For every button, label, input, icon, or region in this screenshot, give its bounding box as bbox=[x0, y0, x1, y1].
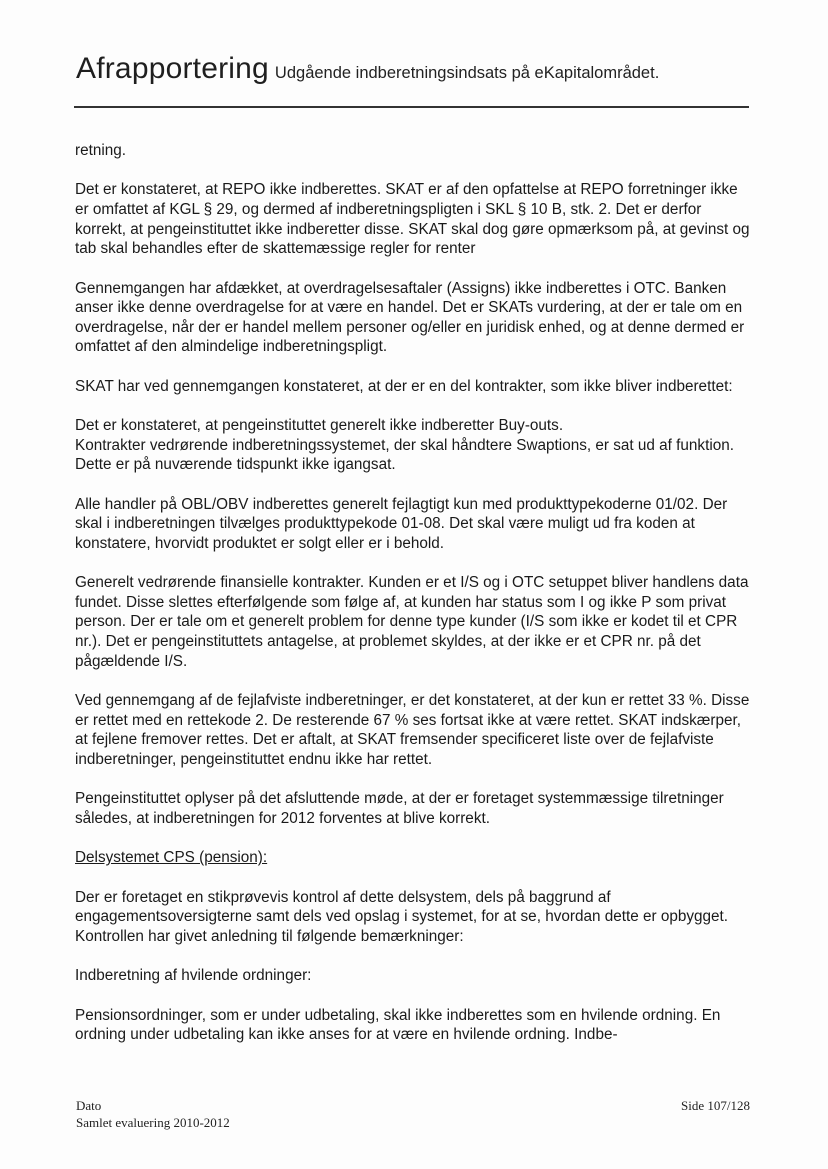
paragraph: Gennemgangen har afdækket, at overdragelsesaftaler (Assigns) ikke indberettes i OTC. Banken anser ikke denne overdragelse for at være en handel. Det er SKATs vurdering, at der er tale om en overdragelse, når der er handel mellem personer og/eller en juridisk enhed, og at denne dermed er omfattet af den almindelige indberetningspligt. bbox=[75, 279, 745, 356]
paragraph: retning. bbox=[75, 142, 127, 159]
page-footer-left bbox=[76, 1097, 230, 1131]
page-number: Side 107/128 bbox=[681, 1098, 750, 1113]
paragraph: SKAT har ved gennemgangen konstateret, at der er en del kontrakter, som ikke bliver indberettet: bbox=[75, 377, 733, 395]
paragraph: Der er foretaget en stikprøvevis kontrol af dette delsystem, dels på baggrund af engagementsoversigterne samt dels ved opslag i systemet, for at se, hvordan dette er opbygget. Kontrollen har givet anledning til følgende bemærkninger: bbox=[75, 888, 729, 945]
document-body bbox=[75, 141, 750, 1065]
header-divider bbox=[74, 106, 749, 108]
header-subtitle: Udgående indberetningsindsats på eKapitalområdet. bbox=[274, 64, 660, 82]
paragraph: Generelt vedrørende finansielle kontrakter. Kunden er et I/S og i OTC setuppet bliver handlens data fundet. Disse slettes efterfølgende som følge af, at kunden har status som I og ikke P som privat person. Der er tale om et generelt problem for denne type kunder (I/S som ikke er kodet til et CPR nr.). Det er pengeinstituttets antagelse, at problemet skyldes, at der ikke er et CPR nr. på det pågældende I/S. bbox=[75, 574, 749, 670]
paragraph: Indberetning af hvilende ordninger: bbox=[75, 967, 312, 985]
header-title: Afrapportering bbox=[76, 52, 269, 85]
footer-document-name: Samlet evaluering 2010-2012 bbox=[76, 1115, 230, 1130]
paragraph: Ved gennemgang af de fejlafviste indberetninger, er det konstateret, at der kun er rettet 33 %. Disse er rettet med en rettekode 2. De resterende 67 % ses fortsat ikke at være rettet. SKAT indskærper, at fejlene fremover rettes. Det er aftalt, at SKAT fremsender specificeret liste over de fejlafviste indberetninger, pengeinstituttet endnu ikke har rettet. bbox=[75, 692, 750, 768]
paragraph: Det er konstateret, at pengeinstituttet generelt ikke indberetter Buy-outs. bbox=[75, 417, 564, 435]
paragraph: Det er konstateret, at REPO ikke indberettes. SKAT er af den opfattelse at REPO forretninger ikke er omfattet af KGL § 29, og dermed af indberetningspligten i SKL § 10 B, stk. 2. Det er derfor korrekt, at pengeinstituttet ikke indberetter disse. SKAT skal dog gøre opmærksom på, at gevinst og tab skal behandles efter de skattemæssige regler for renter bbox=[75, 181, 750, 258]
footer-date-label: Dato bbox=[76, 1098, 102, 1113]
paragraph: Pengeinstituttet oplyser på det afsluttende møde, at der er foretaget systemmæssige tilretninger således, at indberetningen for 2012 forventes at blive korrekt. bbox=[75, 790, 724, 827]
paragraph: Kontrakter vedrørende indberetningssystemet, der skal håndtere Swaptions, er sat ud af funktion. Dette er på nuværende tidspunkt ikke igangsat. bbox=[75, 436, 734, 474]
page-header bbox=[76, 52, 748, 86]
paragraph: Alle handler på OBL/OBV indberettes generelt fejlagtigt kun med produkttypekoderne 01/02. Der skal i indberetningen tilvælges produkttypekode 01-08. Det skal være muligt ud fra koden at konstatere, hvorvidt produktet er solgt eller er i behold. bbox=[75, 495, 728, 552]
paragraph: Pensionsordninger, som er under udbetaling, skal ikke indberettes som en hvilende ordning. En ordning under udbetaling kan ikke anses for at være en hvilende ordning. Indbe- bbox=[75, 1006, 721, 1044]
section-heading: Delsystemet CPS (pension): bbox=[75, 849, 268, 867]
